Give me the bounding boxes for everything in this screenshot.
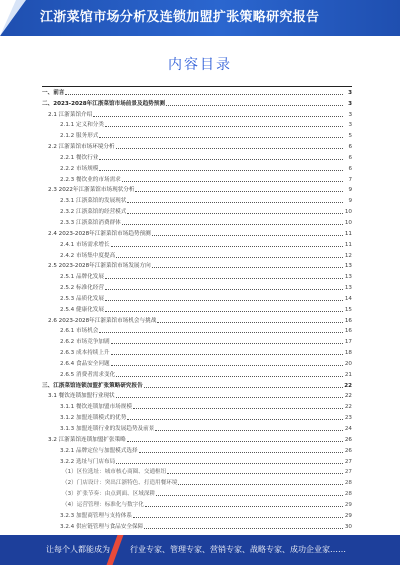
toc-entry-label: 2.4 2023-2028年江浙菜馆市场趋势预测	[48, 230, 151, 237]
toc-entry[interactable]	[42, 509, 352, 520]
toc-leader-dots	[65, 94, 343, 95]
toc-entry-label: 2.5.4 健康化发展	[60, 306, 104, 313]
toc-entry-label: 2.2 江浙菜馆市场环境分析	[48, 144, 115, 151]
toc-entry[interactable]	[42, 400, 352, 411]
toc-leader-dots	[99, 332, 343, 333]
toc-entry-page: 3	[348, 89, 352, 96]
toc-entry[interactable]	[42, 238, 352, 249]
toc-leader-dots	[105, 289, 343, 290]
toc-entry[interactable]	[42, 357, 352, 368]
toc-entry-page: 22	[344, 393, 352, 400]
toc-entry-page: 24	[344, 426, 352, 432]
toc-entry-page: 13	[344, 263, 352, 270]
toc-entry[interactable]	[42, 303, 352, 314]
toc-leader-dots	[152, 267, 343, 268]
toc-entry[interactable]	[42, 487, 352, 498]
toc-entry-page: 6	[348, 144, 352, 151]
toc-entry[interactable]	[42, 216, 352, 227]
toc-entry-page: 15	[344, 306, 352, 313]
toc-leader-dots	[133, 408, 343, 409]
toc-entry-label: 2.5 2023-2028年江浙菜馆市场发展方向	[48, 263, 151, 270]
toc-entry-page: 12	[344, 252, 352, 259]
toc-entry[interactable]	[42, 108, 352, 119]
toc-entry-page: 9	[348, 198, 352, 205]
toc-entry-label: 3.1 餐饮连锁加盟行业现状	[48, 393, 115, 400]
toc-leader-dots	[127, 202, 343, 203]
toc-entry[interactable]	[42, 466, 352, 477]
toc-entry[interactable]	[42, 498, 352, 509]
toc-leader-dots	[156, 495, 343, 496]
toc-leader-dots	[111, 365, 343, 366]
toc-entry-page: 26	[344, 447, 352, 454]
toc-leader-dots	[139, 452, 343, 453]
toc-entry-label: 2.4.2 市场集中度提高	[60, 252, 116, 259]
toc-entry-label: 3.1.1 餐饮连锁加盟市场规模	[60, 404, 132, 411]
toc-leader-dots	[116, 397, 343, 398]
toc-entry-label: 2.2.2 市场规模	[60, 165, 99, 172]
toc-entry-page: 21	[344, 371, 352, 378]
toc-entry-label: 2.6.5 消费者需求变化	[60, 371, 116, 378]
toc-entry-page: 28	[344, 491, 352, 498]
toc-leader-dots	[166, 105, 343, 106]
header-accent-shape-inner	[0, 0, 16, 36]
toc-leader-dots	[144, 387, 343, 388]
toc-entry-label: 3.2 江浙菜馆连锁加盟扩张策略	[48, 436, 126, 443]
toc-entry-label: 2.5.1 品牌化发展	[60, 274, 104, 281]
toc-entry-label: 2.1.2 服务形式	[60, 133, 99, 140]
toc-leader-dots	[105, 300, 343, 301]
toc-leader-dots	[122, 181, 343, 182]
toc-entry[interactable]	[42, 379, 352, 390]
toc-entry[interactable]	[42, 520, 352, 531]
toc-entry-label: 3.2.4 供应链管理与食品安全保障	[60, 523, 144, 530]
toc-entry-page: 22	[344, 404, 352, 411]
toc-entry-page: 28	[344, 480, 352, 487]
report-header	[0, 0, 400, 36]
toc-entry-page: 3	[348, 111, 352, 118]
toc-entry-page: 26	[344, 436, 352, 443]
toc-entry-page: 17	[344, 339, 352, 346]
toc-entry-page: 13	[344, 274, 352, 281]
toc-entry-label: （4）运营管理：标准化与数字化	[62, 501, 144, 508]
toc-entry-label: 2.5.3 品质化发展	[60, 295, 104, 302]
toc-entry-page: 27	[344, 469, 352, 476]
toc-leader-dots	[116, 148, 343, 149]
toc-entry-label: （3）扩张节奏：由点到面、区域深耕	[62, 491, 156, 498]
toc-leader-dots	[111, 354, 343, 355]
footer-slogan-left: 让每个人都能成为	[46, 545, 110, 554]
toc-entry-label: 一、前言	[42, 89, 65, 96]
toc-entry-label: 三、江浙菜馆连锁加盟扩张策略研究报告	[42, 382, 143, 389]
toc-entry-label: 2.5.2 标准化经营	[60, 285, 104, 292]
toc-entry-page: 7	[348, 176, 352, 183]
toc-entry[interactable]	[42, 151, 352, 162]
toc-leader-dots	[93, 116, 343, 117]
toc-leader-dots	[116, 376, 343, 377]
toc-entry-page: 16	[344, 317, 352, 324]
report-title: 江浙菜馆市场分析及连锁加盟扩张策略研究报告	[40, 10, 320, 25]
toc-entry[interactable]	[42, 281, 352, 292]
toc-entry-page: 16	[344, 328, 352, 335]
toc-leader-dots	[127, 419, 343, 420]
toc-entry[interactable]	[42, 455, 352, 466]
toc-entry-page: 6	[348, 154, 352, 161]
toc-entry-label: 2.3 2022年江浙菜馆市场现状分析	[48, 187, 135, 194]
toc-leader-dots	[116, 257, 343, 258]
footer-slogan-right: 行业专家、管理专家、营销专家、战略专家、成功企业家……	[130, 545, 346, 554]
toc-entry-page: 18	[344, 350, 352, 357]
toc-entry[interactable]	[42, 270, 352, 281]
toc-leader-dots	[105, 311, 343, 312]
toc-leader-dots	[133, 517, 343, 518]
toc-leader-dots	[135, 191, 343, 192]
toc-entry-label: 2.6.3 成本持续上升	[60, 350, 110, 357]
toc-entry-label: 3.2.1 品牌定位与加盟模式选择	[60, 447, 138, 454]
toc-entry-page: 14	[344, 295, 352, 302]
toc-entry-page: 11	[344, 241, 352, 248]
toc-leader-dots	[145, 506, 343, 507]
toc-leader-dots	[167, 473, 343, 474]
table-of-contents	[42, 86, 352, 531]
toc-entry-label: 2.6.1 市场机会	[60, 328, 99, 335]
page-footer	[0, 535, 400, 565]
toc-title: 内容目录	[168, 57, 232, 73]
toc-entry[interactable]	[42, 292, 352, 303]
toc-leader-dots	[144, 528, 343, 529]
toc-entry[interactable]	[42, 444, 352, 455]
toc-entry[interactable]	[42, 129, 352, 140]
toc-entry-page: 3	[348, 100, 352, 107]
toc-entry[interactable]	[42, 390, 352, 401]
toc-entry-label: 2.3.2 江浙菜馆的经营模式	[60, 209, 127, 216]
toc-entry-page: 29	[344, 501, 352, 508]
toc-entry-page: 9	[348, 187, 352, 194]
toc-leader-dots	[127, 441, 343, 442]
toc-leader-dots	[105, 126, 343, 127]
toc-entry[interactable]	[42, 184, 352, 195]
toc-leader-dots	[178, 484, 343, 485]
toc-entry-label: 3.2.3 加盟商管理与支持体系	[60, 512, 132, 519]
toc-entry-label: 3.1.3 加盟连锁行业的发展趋势及前景	[60, 426, 155, 432]
toc-entry-label: 2.4.1 市场需求增长	[60, 241, 110, 248]
toc-entry-label: 2.6.4 食品安全问题	[60, 360, 110, 367]
toc-entry-label: 2.2.3 餐饮业的市场需求	[60, 176, 121, 183]
toc-entry-label: 2.6.2 市场竞争加剧	[60, 339, 110, 346]
toc-entry[interactable]	[42, 411, 352, 422]
toc-leader-dots	[116, 463, 343, 464]
toc-entry[interactable]	[42, 173, 352, 184]
toc-entry[interactable]	[42, 335, 352, 346]
toc-leader-dots	[122, 224, 343, 225]
toc-entry[interactable]	[42, 86, 352, 97]
toc-leader-dots	[152, 235, 343, 236]
toc-entry-page: 10	[344, 209, 352, 216]
toc-entry-page: 30	[344, 523, 352, 530]
toc-leader-dots	[155, 430, 343, 431]
toc-leader-dots	[111, 246, 343, 247]
toc-entry-page: 29	[344, 512, 352, 519]
toc-entry-page: 3	[348, 122, 352, 129]
toc-entry[interactable]	[42, 162, 352, 173]
toc-entry[interactable]	[42, 476, 352, 487]
toc-entry-label: 2.1.1 定义和分类	[60, 122, 104, 129]
toc-entry-page: 20	[344, 360, 352, 367]
toc-entry[interactable]	[42, 97, 352, 108]
toc-leader-dots	[105, 278, 343, 279]
toc-entry-page: 23	[344, 415, 352, 422]
toc-entry[interactable]	[42, 422, 352, 433]
toc-entry-label: 2.3.1 江浙菜馆的发展现状	[60, 198, 127, 205]
toc-entry[interactable]	[42, 249, 352, 260]
toc-leader-dots	[99, 170, 343, 171]
toc-entry-label: 2.6 2023-2028年江浙菜馆市场机会与挑战	[48, 317, 157, 324]
toc-entry[interactable]	[42, 119, 352, 130]
toc-entry[interactable]	[42, 260, 352, 271]
toc-entry-page: 6	[348, 165, 352, 172]
toc-entry-page: 22	[344, 382, 352, 389]
toc-entry[interactable]	[42, 314, 352, 325]
toc-entry-label: 二、2023-2028年江浙菜馆市场前景及趋势预测	[42, 100, 165, 107]
toc-entry-label: 3.2.2 选址与门店布局	[60, 458, 116, 465]
toc-entry-label: 2.1 江浙菜馆介绍	[48, 111, 93, 118]
toc-entry-page: 10	[344, 219, 352, 226]
toc-leader-dots	[157, 322, 343, 323]
toc-entry-page: 11	[344, 230, 352, 237]
toc-leader-dots	[111, 343, 343, 344]
toc-entry-page: 13	[344, 285, 352, 292]
toc-entry[interactable]	[42, 140, 352, 151]
toc-leader-dots	[99, 159, 343, 160]
toc-entry-page: 27	[344, 458, 352, 465]
toc-entry[interactable]	[42, 325, 352, 336]
toc-entry[interactable]	[42, 433, 352, 444]
toc-entry-label: （1）区位选址：城市核心商圈、交通枢纽	[62, 469, 167, 476]
toc-entry[interactable]	[42, 227, 352, 238]
toc-entry-label: （2）门店设计：突出江浙特色、打造用餐环境	[62, 480, 178, 487]
toc-entry-label: 2.3.3 江浙菜馆消费群体	[60, 219, 121, 226]
toc-entry[interactable]	[42, 368, 352, 379]
toc-entry[interactable]	[42, 346, 352, 357]
toc-entry[interactable]	[42, 205, 352, 216]
toc-entry-label: 2.2.1 餐饮行业	[60, 154, 99, 161]
toc-leader-dots	[99, 137, 343, 138]
toc-leader-dots	[127, 213, 343, 214]
toc-entry[interactable]	[42, 194, 352, 205]
toc-entry-page: 5	[348, 133, 352, 140]
toc-entry-label: 3.1.2 加盟连锁模式的优势	[60, 415, 127, 422]
